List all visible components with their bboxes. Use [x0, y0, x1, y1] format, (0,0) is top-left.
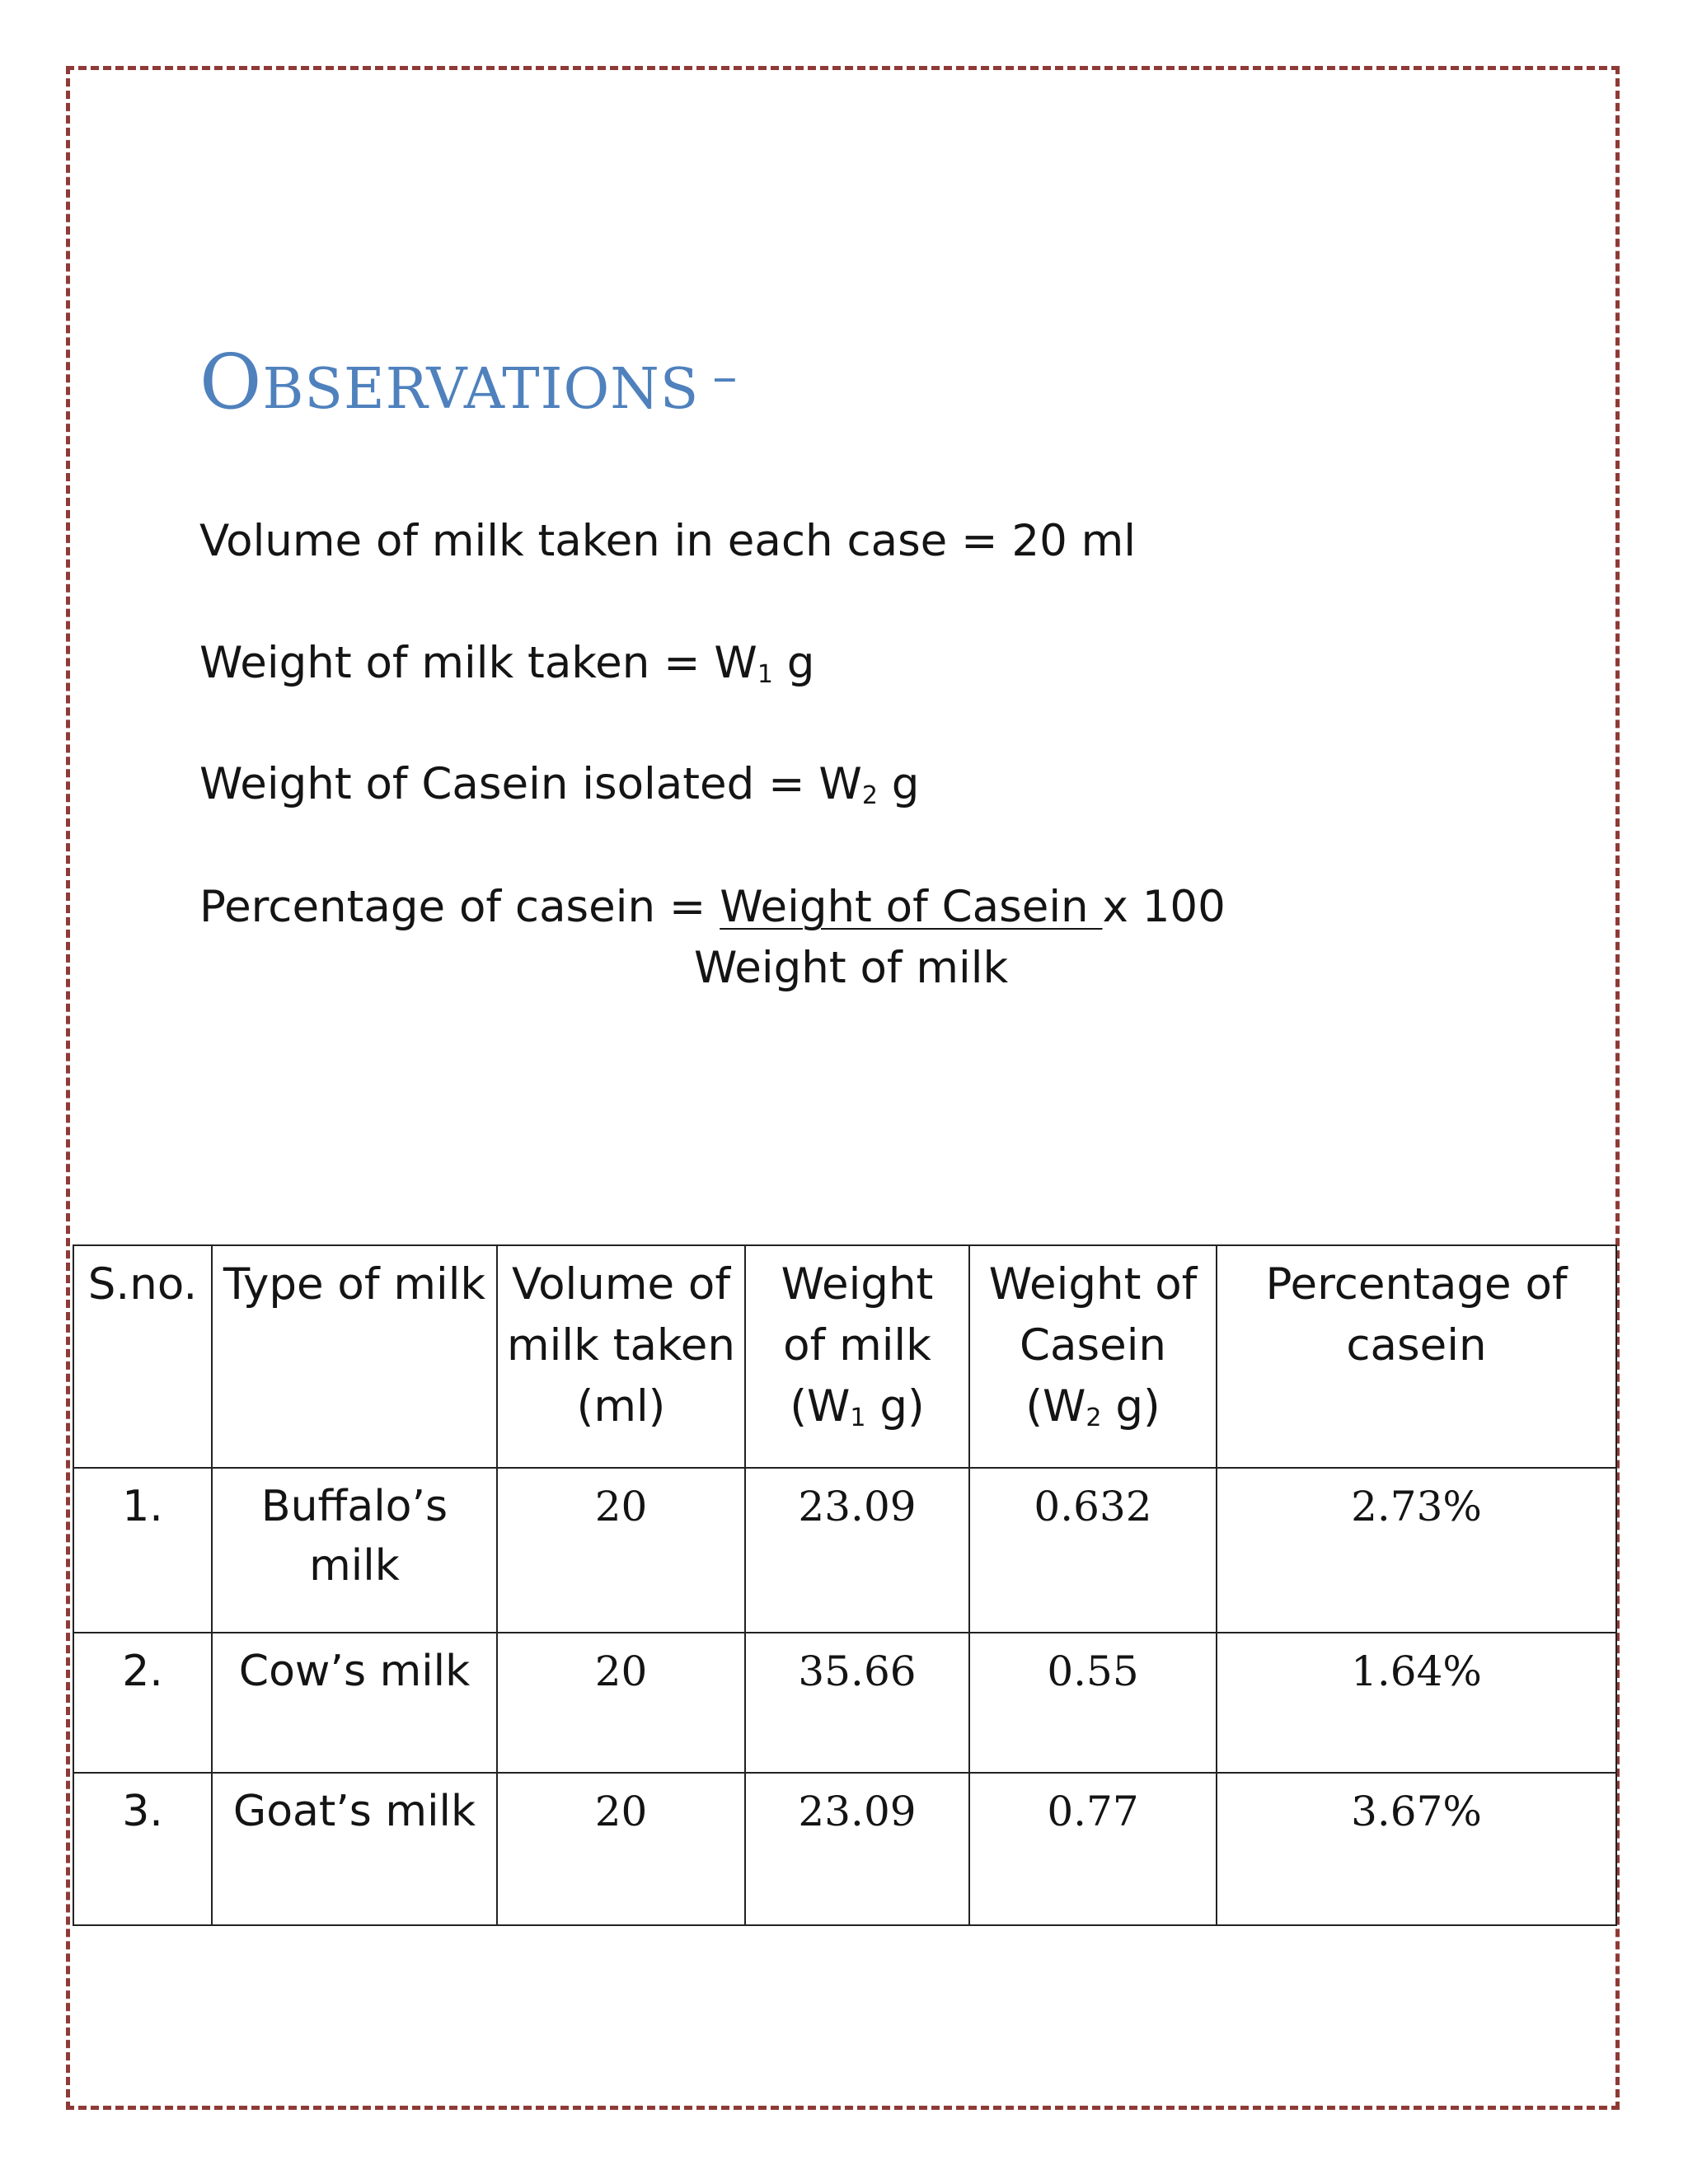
table-row [73, 1633, 1616, 1773]
cell-percentage: 1.64% [1217, 1633, 1616, 1773]
header-percentage: Percentage of casein [1217, 1245, 1616, 1468]
page-title: OBSERVATIONS – [199, 338, 738, 426]
header-volume: Volume of milk taken (ml) [497, 1245, 745, 1468]
formula-multiplier: x 100 [1102, 882, 1226, 932]
cell-weight-milk: 35.66 [745, 1633, 969, 1773]
cell-weight-casein: 0.632 [969, 1468, 1217, 1633]
header-type: Type of milk [212, 1245, 497, 1468]
cell-sno: 1. [73, 1468, 212, 1633]
table-row [73, 1468, 1616, 1633]
formula-numerator: Weight of Casein [720, 882, 1103, 932]
cell-weight-milk: 23.09 [745, 1773, 969, 1925]
weight-milk-statement: Weight of milk taken = $W_1$ g [199, 638, 815, 689]
header-weight-casein: Weight of Casein ($W_2$ g) [969, 1245, 1217, 1468]
cell-percentage: 2.73% [1217, 1468, 1616, 1633]
cell-type: Cow’s milk [212, 1633, 497, 1773]
cell-volume: 20 [497, 1633, 745, 1773]
cell-volume: 20 [497, 1468, 745, 1633]
volume-statement: Volume of milk taken in each case = 20 ml [199, 516, 1137, 566]
cell-sno: 2. [73, 1633, 212, 1773]
header-sno: S.no. [73, 1245, 212, 1468]
observations-table [73, 1244, 1617, 1926]
percentage-formula: Percentage of casein = Weight of Casein x 100 [199, 882, 1226, 932]
cell-percentage: 3.67% [1217, 1773, 1616, 1925]
cell-sno: 3. [73, 1773, 212, 1925]
cell-type: Goat’s milk [212, 1773, 497, 1925]
formula-denominator: Weight of milk [694, 943, 1009, 993]
cell-weight-milk: 23.09 [745, 1468, 969, 1633]
header-weight-milk: Weight of milk ($W_1$ g) [745, 1245, 969, 1468]
weight-casein-statement: Weight of Casein isolated = $W_2$ g [199, 759, 920, 810]
cell-weight-casein: 0.55 [969, 1633, 1217, 1773]
table-row [73, 1773, 1616, 1925]
table-header-row [73, 1245, 1616, 1468]
cell-type: Buffalo’s milk [212, 1468, 497, 1633]
title-dash: – [712, 348, 738, 405]
cell-weight-casein: 0.77 [969, 1773, 1217, 1925]
cell-volume: 20 [497, 1773, 745, 1925]
